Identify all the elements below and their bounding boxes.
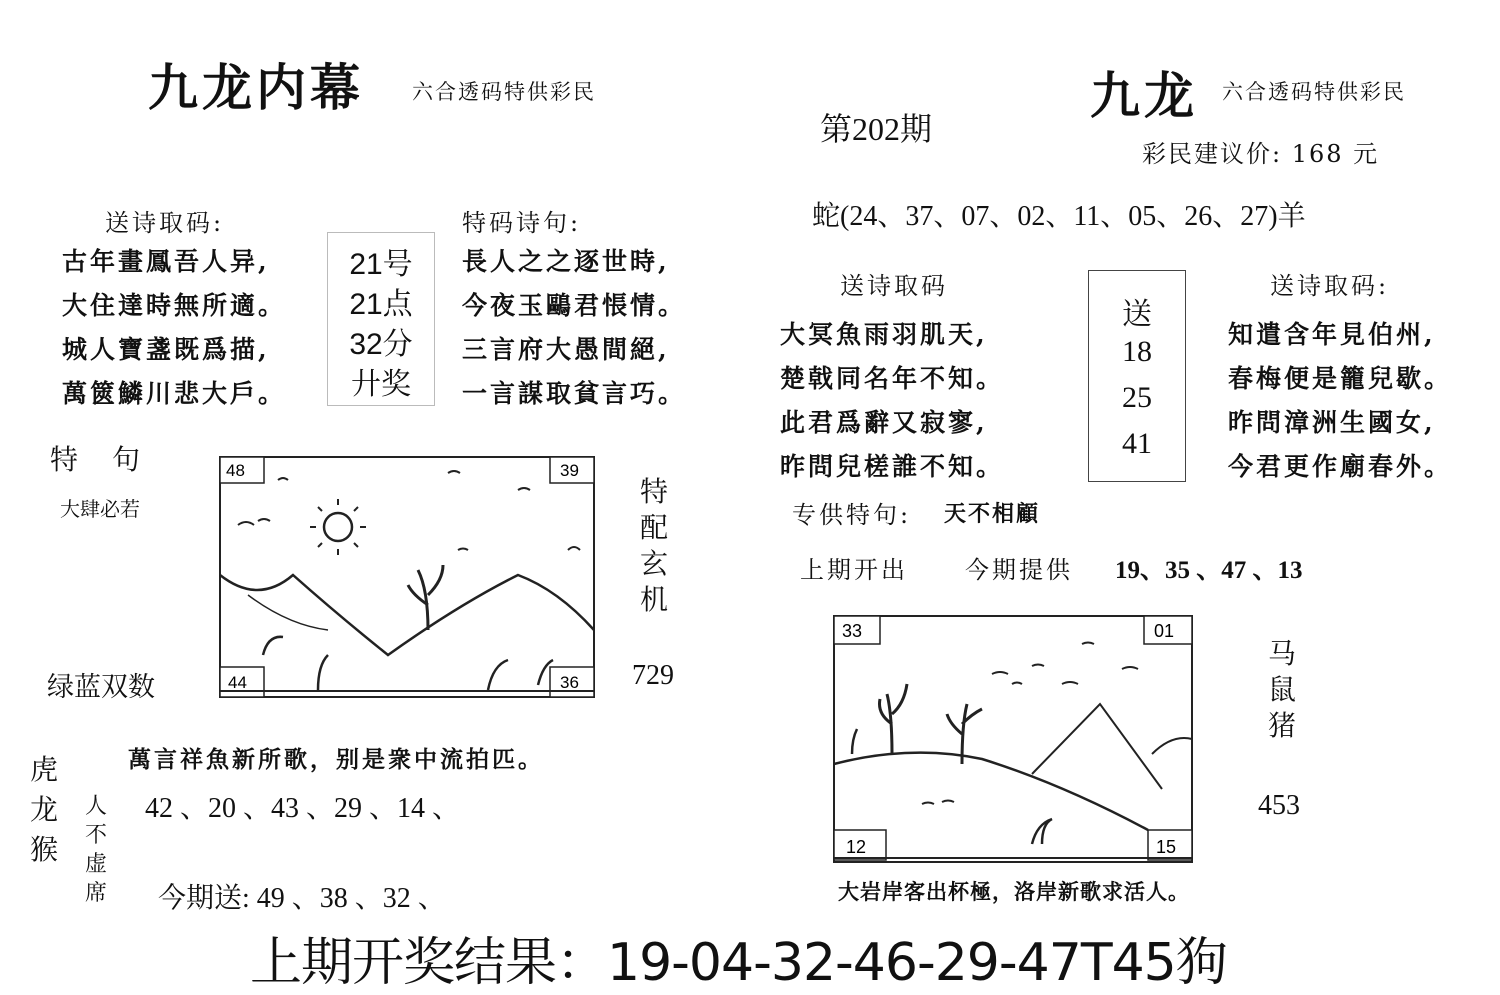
side-char: 特	[639, 475, 668, 508]
person-vertical	[76, 792, 116, 908]
poem-line: 此君爲辭又寂寥,	[780, 408, 988, 437]
zodiac-vertical	[24, 750, 64, 870]
poem-line: 萬篋鱗川悲大戶。	[62, 379, 287, 408]
person-char: 席	[84, 881, 107, 906]
poem-line: 城人寶盞既爲描,	[62, 335, 270, 364]
poem-line: 春梅便是籠兒歇。	[1228, 364, 1453, 393]
corner-label-bl: 44	[228, 673, 247, 692]
poem-line: 一言謀取貧言巧。	[462, 379, 687, 408]
left-side-number: 729	[632, 660, 674, 691]
poem-line: 今君更作廟春外。	[1228, 452, 1453, 481]
left-subtitle: 六合透码特供彩民	[412, 80, 596, 104]
corner-label-tr: 01	[1154, 621, 1175, 641]
zodiac-char: 虎	[29, 753, 58, 786]
side-char: 玄	[639, 547, 668, 580]
special-poem	[462, 240, 686, 416]
zodiac-char: 龙	[29, 793, 58, 826]
right-verse: 大岩岸客出杯極，洛岸新歌求活人。	[838, 879, 1190, 904]
left-poem-heading: 送诗取码:	[105, 209, 225, 237]
zhuan-label: 专供特句:	[792, 501, 912, 529]
person-char: 不	[84, 823, 107, 848]
last-draw-result: 上期开奖结果：19-04-32-46-29-47T45狗	[250, 933, 1227, 993]
right-poem-a	[780, 312, 1004, 488]
poem-line: 昨問兒槎誰不知。	[780, 452, 1005, 481]
center-box-line: 32分	[349, 328, 413, 361]
send-box	[1088, 270, 1186, 482]
poem-line: 昨問漳洲生國女,	[1228, 408, 1436, 437]
right-poem-b	[1228, 312, 1452, 488]
corner-label-tl: 33	[842, 621, 863, 641]
green-blue-label: 绿蓝双数	[47, 672, 155, 703]
send-box-line: 送	[1122, 297, 1152, 332]
right-subtitle: 六合透码特供彩民	[1222, 80, 1406, 104]
send-box-line: 18	[1122, 335, 1152, 368]
poem-line: 古年畫鳳吾人异,	[62, 247, 270, 276]
corner-label-tl: 48	[226, 461, 245, 480]
left-center-box	[327, 232, 435, 406]
provide-label: 今期提供	[965, 556, 1073, 584]
right-landscape-picture	[832, 614, 1194, 864]
right-side-vertical	[1262, 636, 1302, 744]
send-box-line: 41	[1122, 427, 1152, 460]
right-poem-heading-b: 送诗取码:	[1270, 272, 1390, 300]
issue-number: 第202期	[820, 111, 933, 147]
last-issue-label: 上期开出	[800, 556, 908, 584]
poem-line: 三言府大愚間絕,	[462, 335, 670, 364]
send-box-line: 25	[1122, 381, 1152, 414]
side-char: 机	[639, 583, 668, 616]
left-numbers-line: 42 、20 、43 、29 、14 、	[145, 793, 461, 824]
left-poem	[62, 240, 286, 416]
center-box-line: 21号	[349, 248, 413, 281]
person-char: 虚	[84, 852, 107, 877]
corner-label-tr: 39	[560, 461, 579, 480]
corner-label-bl: 12	[846, 837, 867, 857]
teju-heading: 特 句	[50, 443, 144, 476]
left-verse: 萬言祥魚新所歌，别是衆中流拍匹。	[128, 746, 544, 773]
left-side-vertical	[634, 474, 674, 618]
poem-line: 楚戟同名年不知。	[780, 364, 1005, 393]
provide-numbers: 19、35 、47 、13	[1115, 557, 1303, 584]
left-landscape-picture	[218, 455, 596, 699]
right-title: 九龙	[1090, 66, 1198, 125]
center-box-line: 21点	[349, 288, 413, 321]
special-poem-heading: 特码诗句:	[462, 209, 582, 237]
corner-label-br: 15	[1156, 837, 1177, 857]
poem-line: 長人之之逐世時,	[462, 247, 670, 276]
center-box-line: 廾奖	[351, 368, 411, 401]
side-char: 马	[1267, 637, 1296, 670]
left-title: 九龙内幕	[148, 58, 364, 117]
poem-line: 大住達時無所適。	[62, 291, 287, 320]
left-this-issue: 今期送: 49 、38 、32 、	[158, 883, 446, 914]
poem-line: 知遣含年見伯州,	[1228, 320, 1436, 349]
right-poem-heading-a: 送诗取码	[840, 272, 948, 300]
corner-label-br: 36	[560, 673, 579, 692]
zodiac-char: 猴	[29, 833, 58, 866]
poem-line: 今夜玉鷗君悵情。	[462, 291, 687, 320]
side-char: 鼠	[1267, 673, 1296, 706]
poem-line: 大冥魚雨羽肌天,	[780, 320, 988, 349]
right-side-number: 453	[1258, 790, 1300, 821]
teju-text: 大肆必若	[60, 497, 140, 521]
suggested-price: 彩民建议价: 168 元	[1142, 140, 1380, 168]
side-char: 配	[639, 511, 668, 544]
side-char: 猪	[1267, 709, 1296, 742]
zhuan-text: 天不相顧	[944, 501, 1041, 527]
range-line: 蛇(24、37、07、02、11、05、26、27)羊	[812, 201, 1306, 232]
person-char: 人	[84, 794, 107, 819]
